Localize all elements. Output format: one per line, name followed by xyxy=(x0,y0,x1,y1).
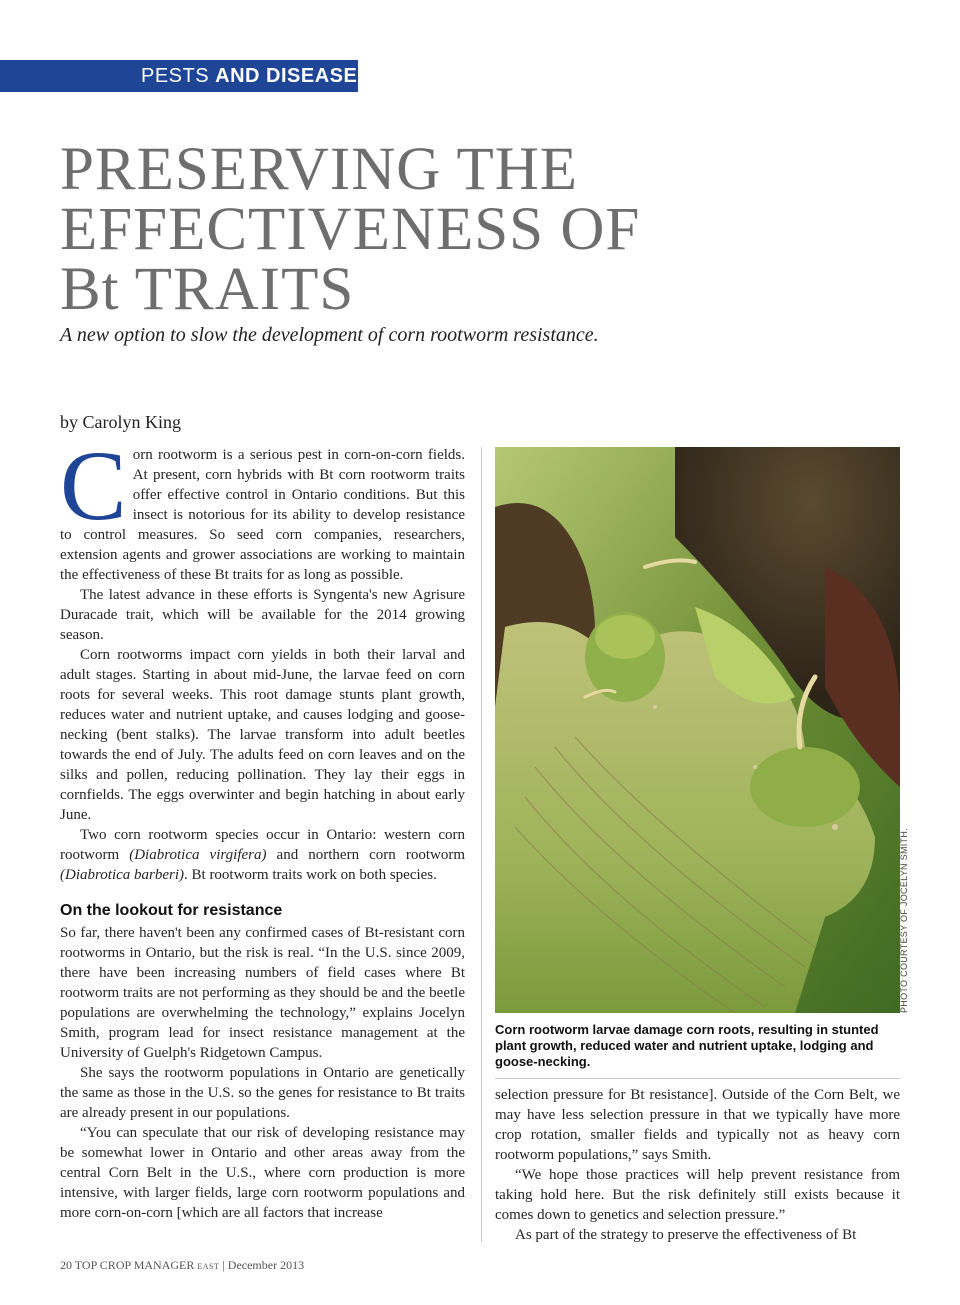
column-divider xyxy=(481,447,482,1242)
paragraph: As part of the strategy to preserve the effectiveness of Bt xyxy=(515,1227,857,1243)
paragraph: So far, there haven't been any confirmed cases of Bt-resistant corn rootworms in Ontario, but the risk is real. “In the U.S. since 2009, there have been increasing numbers of field cases where Bt rootworm traits are not performing as they should be and the beetle populations are overwhelming the technology,” explains Jocelyn Smith, program lead for insect resistance management at the University of Guelph's Ridgetown Campus. xyxy=(60,925,465,1061)
section-label-light: PESTS xyxy=(141,65,210,87)
photo-caption: Corn rootworm larvae damage corn roots, resulting in stunted plant growth, reduced water and nutrient uptake, lodging and goose-necking. xyxy=(495,1022,900,1079)
magazine-name: TOP CROP MANAGER xyxy=(74,1258,195,1272)
left-column xyxy=(60,430,465,1223)
article-headline xyxy=(60,136,700,323)
species-name: (Diabrotica virgifera) xyxy=(129,847,267,863)
corn-root-photo xyxy=(495,447,900,1013)
headline-line-3: Bt TRAITS xyxy=(60,256,355,323)
paragraph-text: Two corn rootworm species occur in Ontario: western corn rootworm xyxy=(60,827,465,863)
section-banner xyxy=(0,60,372,92)
magazine-edition: EAST xyxy=(197,1262,220,1271)
issue-date: December 2013 xyxy=(227,1258,305,1272)
article-dek: A new option to slow the development of corn rootworm resistance. xyxy=(60,324,599,346)
paragraph: “You can speculate that our risk of developing resistance may be somewhat lower in Ontario and other areas away from the central Corn Belt in the U.S., where corn production is more intensive, with larger fields, large corn rootworm populations and more corn-on-corn [which are all factors that increase xyxy=(60,1125,465,1221)
section-label-bold: AND DISEASES xyxy=(215,65,372,87)
right-column xyxy=(495,1085,900,1245)
paragraph xyxy=(60,430,465,585)
drop-cap: C xyxy=(60,430,127,541)
paragraph xyxy=(60,825,465,885)
species-name: (Diabrotica barberi) xyxy=(60,867,185,883)
headline-line-1: PRESERVING THE xyxy=(60,136,579,203)
subheading: On the lookout for resistance xyxy=(60,902,283,919)
byline: by Carolyn King xyxy=(60,412,181,432)
footer-separator: | xyxy=(222,1258,225,1272)
paragraph: She says the rootworm populations in Ontario are genetically the same as those in the U.S. so the genes for resistance to Bt traits are already present in our populations. xyxy=(60,1065,465,1121)
paragraph: selection pressure for Bt resistance]. Outside of the Corn Belt, we may have less selection pressure in that we typically have more crop rotation, smaller fields and typically not as heavy corn rootworm populations,” says Smith. xyxy=(495,1087,900,1163)
headline-line-2: EFFECTIVENESS OF xyxy=(60,196,641,263)
page-footer xyxy=(60,1258,304,1273)
paragraph-text: and northern corn rootworm xyxy=(266,847,465,863)
photo-credit: PHOTO COURTESY OF JOCELYN SMITH. xyxy=(899,828,909,1013)
paragraph: “We hope those practices will help prevent resistance from taking hold here. But the risk definitely still exists because it comes down to genetics and selection pressure.” xyxy=(495,1167,900,1223)
paragraph: The latest advance in these efforts is Syngenta's new Agrisure Duracade trait, which will be available for the 2014 growing season. xyxy=(60,587,465,643)
paragraph-text: orn rootworm is a serious pest in corn-on-corn fields. At present, corn hybrids with Bt corn rootworm traits offer effective control in Ontario conditions. But this insect is notorious for its ability to develop resistance to control measures. So seed corn companies, researchers, extension agents and grower associations are working to maintain the effectiveness of these Bt traits for as long as possible. xyxy=(60,447,465,583)
paragraph: Corn rootworms impact corn yields in both their larval and adult stages. Starting in about mid-June, the larvae feed on corn roots for several weeks. This root damage stunts plant growth, reduces water and nutrient uptake, and causes lodging and goose-necking (bent stalks). The larvae transform into adult beetles towards the end of July. The adults feed on corn leaves and on the silks and pollen, reducing pollination. They lay their eggs in cornfields. The eggs overwinter and begin hatching in about early June. xyxy=(60,647,465,823)
corn-root-photo-illustration xyxy=(495,447,900,1013)
page-number: 20 xyxy=(60,1258,72,1272)
paragraph-text: . Bt rootworm traits work on both species. xyxy=(184,867,437,883)
